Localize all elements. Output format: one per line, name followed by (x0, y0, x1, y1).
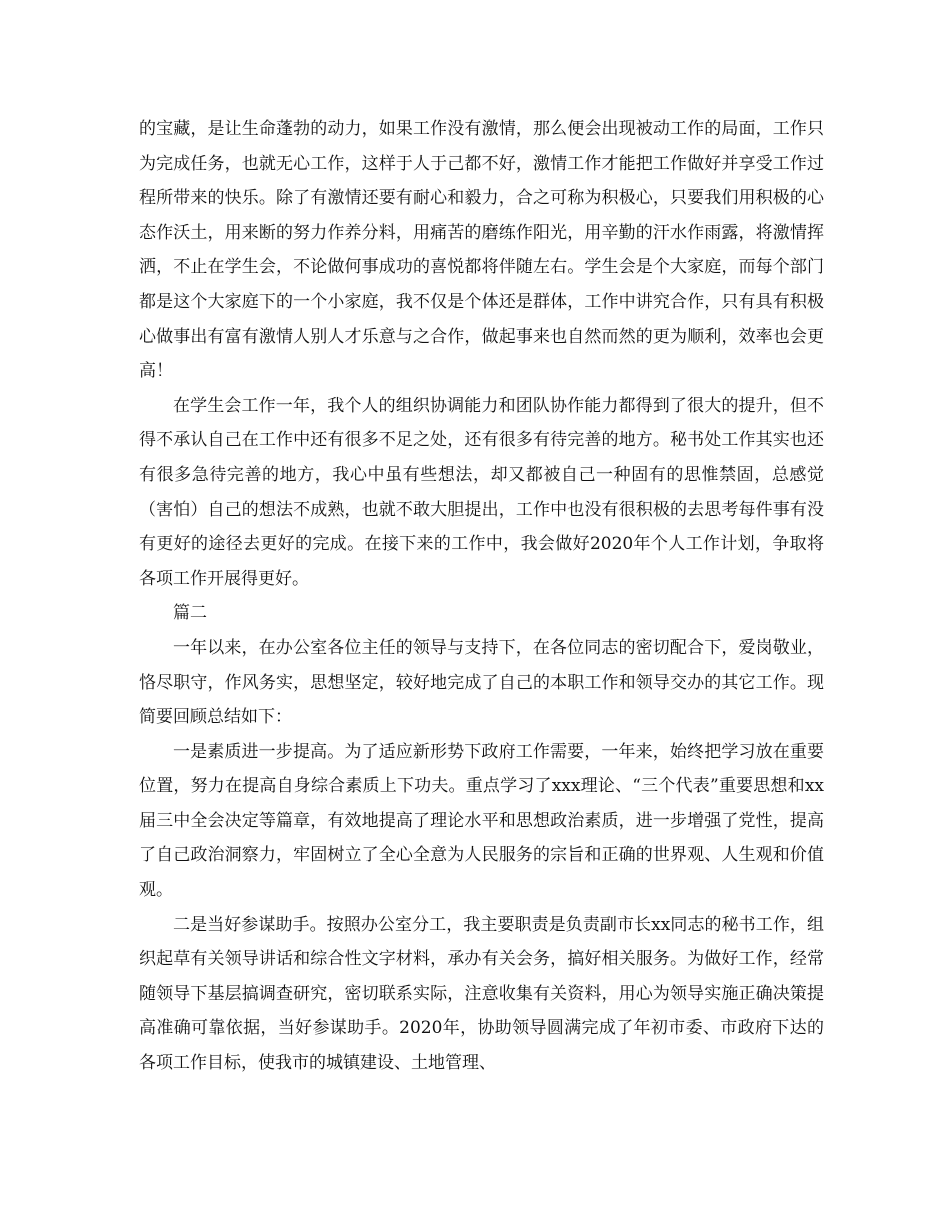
paragraph-student-union-summary: 在学生会工作一年，我个人的组织协调能力和团队协作能力都得到了很大的提升，但不得不承认自己在工作中还有很多不足之处，还有很多有待完善的地方。秘书处工作其实也还有很多急待完善的地方，我心中虽有些想法，却又都被自己一种固有的思惟禁固，总感觉（害怕）自己的想法不成熟，也就不敢大胆提出，工作中也没有很积极的去思考每件事有没有更好的途径去更好的完成。在接下来的工作中，我会做好2020年个人工作计划，争取将各项工作开展得更好。 (139, 395, 824, 589)
document-body (139, 112, 824, 1081)
section-heading: 篇二 (173, 603, 207, 624)
paragraph-continuation: 的宝藏，是让生命蓬勃的动力，如果工作没有激情，那么便会出现被动工作的局面，工作只为完成任务，也就无心工作，这样于人于己都不好，激情工作才能把工作做好并享受工作过程所带来的快乐。除了有激情还要有耐心和毅力，合之可称为积极心，只要我们用积极的心态作沃土，用来断的努力作养分料，用痛苦的磨练作阳光，用辛勤的汗水作雨露，将激情挥洒，不止在学生会，不论做何事成功的喜悦都将伴随左右。学生会是个大家庭，而每个部门都是这个大家庭下的一个小家庭，我不仅是个体还是群体，工作中讲究合作，只有具有积极心做事出有富有激情人别人才乐意与之合作，做起事来也自然而然的更为顺利，效率也会更高！ (139, 119, 824, 382)
paragraph-advisor-assistant: 二是当好参谋助手。按照办公室分工，我主要职责是负责副市长xx同志的秘书工作，组织起草有关领导讲话和综合性文字材料，承办有关会务，搞好相关服务。为做好工作，经常随领导下基层搞调查研究，密切联系实际，注意收集有关资料，用心为领导实施正确决策提高准确可靠依据，当好参谋助手。2020年，协助领导圆满完成了年初市委、市政府下达的各项工作目标，使我市的城镇建设、土地管理、 (139, 914, 824, 1074)
paragraph-office-intro: 一年以来，在办公室各位主任的领导与支持下，在各位同志的密切配合下，爱岗敬业，恪尽职守，作风务实，思想坚定，较好地完成了自己的本职工作和领导交办的其它工作。现简要回顾总结如下： (139, 637, 824, 728)
paragraph-quality-improvement: 一是素质进一步提高。为了适应新形势下政府工作需要，一年来，始终把学习放在重要位置，努力在提高自身综合素质上下功夫。重点学习了xxx理论、“三个代表”重要思想和xx届三中全会决定等篇章，有效地提高了理论水平和思想政治素质，进一步增强了党性，提高了自己政治洞察力，牢固树立了全心全意为人民服务的宗旨和正确的世界观、人生观和价值观。 (139, 741, 824, 901)
